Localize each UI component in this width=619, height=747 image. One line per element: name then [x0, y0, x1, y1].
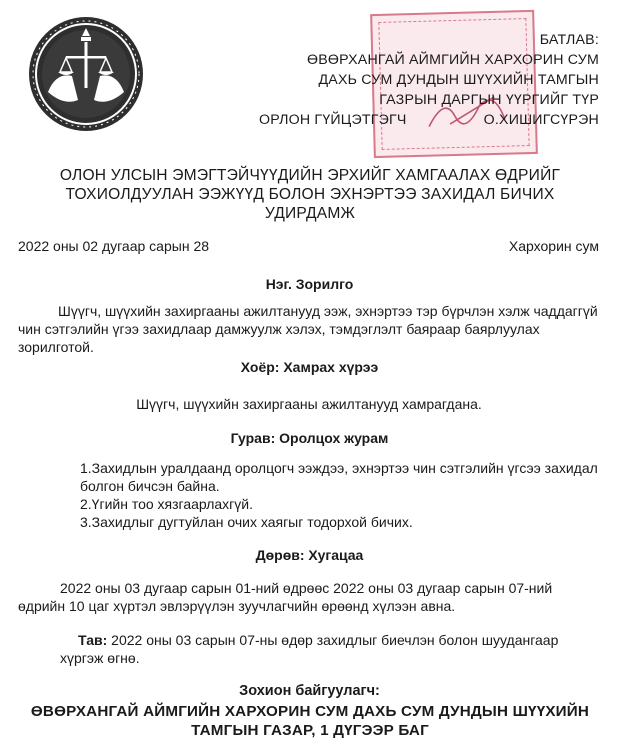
- section-2-heading: Хоёр: Хамрах хүрээ: [240, 359, 379, 375]
- section-4-text: 2022 оны 03 дугаар сарын 01-ний өдрөөс 2022 оны 03 дугаар сарын 07-ний өдрийн 10 цаг хүртэл эвлэрүүлэн зуучлагчийн өрөөнд хүлээн авна.: [18, 580, 553, 614]
- section-5-text: 2022 оны 03 сарын 07-ны өдөр захидлыг биечлэн болон шуудангаар хүргэж өгнө.: [60, 632, 559, 666]
- document-title: [40, 166, 580, 223]
- approval-signature-row: [259, 110, 599, 130]
- court-emblem-logo: [26, 14, 146, 134]
- approval-line-2: ДАХЬ СУМ ДУНДЫН ШҮҮХИЙН ТАМГЫН: [318, 72, 599, 88]
- section-2-text: Шүүгч, шүүхийн захиргааны ажилтанууд хамрагдана.: [136, 396, 482, 412]
- list-item: 3.Захидлыг дугтуйлан очих хаягыг тодорхой бичих.: [80, 514, 413, 530]
- document-date: 2022 оны 02 дугаар сарын 28: [18, 238, 210, 254]
- approval-role: ОРЛОН ГҮЙЦЭТГЭГЧ: [259, 112, 407, 128]
- section-4-heading: Дөрөв: Хугацаа: [255, 547, 364, 563]
- organizer-name: [20, 702, 600, 740]
- title-line-1: ОЛОН УЛСЫН ЭМЭГТЭЙЧҮҮДИЙН ЭРХИЙГ ХАМГААЛАХ ӨДРИЙГ: [59, 167, 561, 184]
- section-1-text: Шүүгч, шүүхийн захиргааны ажилтанууд ээж, эхнэртээ тэр бүрчлэн хэлж чаддаггүй чин сэтгэлийн үгээ захидлаар дамжуулж хэлэх, тэмдэглэлт баяраар баярлуулах зорилготой.: [18, 303, 598, 355]
- organizer-line-1: ӨВӨРХАНГАЙ АЙМГИЙН ХАРХОРИН СУМ ДАХЬ СУМ ДУНДЫН ШҮҮХИЙН: [30, 703, 590, 720]
- title-line-3: УДИРДАМЖ: [264, 205, 356, 222]
- section-5-paragraph: [60, 631, 560, 667]
- section-5-label: Тав:: [78, 632, 108, 648]
- list-item: 1.Захидлын уралдаанд оролцогч ээждээ, эхнэртээ чин сэтгэлийн үгсээ захидал болгон бичсэн байна.: [80, 460, 598, 494]
- approval-block: [259, 30, 599, 130]
- date-place-line: [18, 238, 599, 254]
- title-line-2: ТОХИОЛДУУЛАН ЭЭЖҮҮД БОЛОН ЭХНЭРТЭЭ ЗАХИДАЛ БИЧИХ: [65, 186, 555, 203]
- section-1-heading: Нэг. Зорилго: [265, 276, 354, 292]
- list-item: 2.Үгийн тоо хязгаарлахгүй.: [80, 496, 253, 512]
- section-3-list: [80, 459, 600, 531]
- approval-line-1: ӨВӨРХАНГАЙ АЙМГИЙН ХАРХОРИН СУМ: [306, 52, 599, 68]
- approval-name: О.ХИШИГСҮРЭН: [483, 112, 599, 128]
- organizer-line-2: ТАМГЫН ГАЗАР, 1 ДҮГЭЭР БАГ: [191, 722, 429, 739]
- document-place: Хархорин сум: [508, 238, 599, 254]
- section-3-heading: Гурав: Оролцох журам: [230, 430, 389, 446]
- approval-heading: БАТЛАВ:: [539, 32, 599, 48]
- approval-line-3: ГАЗРЫН ДАРГЫН ҮҮРГИЙГ ТҮР: [379, 92, 599, 108]
- organizer-label: Зохион байгуулагч:: [239, 683, 380, 699]
